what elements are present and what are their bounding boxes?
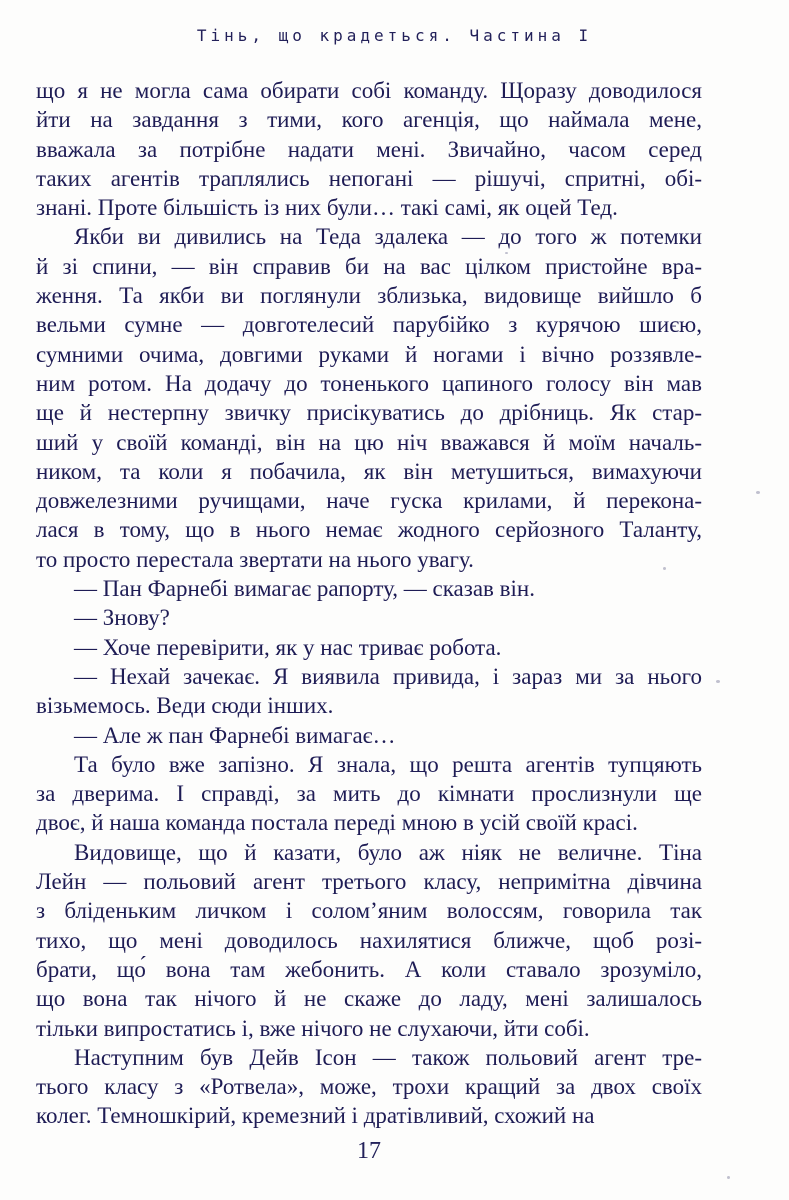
running-header: Тінь, що крадеться. Частина I [196,26,593,45]
text-line: ником, та коли я побачила, як він метушиться, вимахуючи [36,458,702,484]
text-line: вельми сумне — довготелесий парубійко з курячою шиєю, [36,312,702,338]
text-line: — Хоче перевірити, як у нас триває робота. [74,634,502,660]
text-line: лася в тому, що в нього немає жодного серйозного Таланту, [36,517,702,543]
paragraph [36,838,702,1043]
text-line: брати, що́ вона там жебонить. А коли ставало зрозуміло, [36,956,702,982]
text-line: за дверима. І справді, за мить до кімнати прослизнули ще [36,781,702,807]
scan-speck [727,1176,730,1179]
paragraph [36,750,702,838]
text-line: знані. Проте більшість із них були… такі самі, як оцей Тед. [36,195,618,221]
text-line: йти на завдання з тими, кого агенція, що наймала мене, [36,107,702,133]
text-line: й зі спини, — він справив би на вас цілком пристойне вра- [36,253,702,279]
text-line: — Пан Фарнебі вимагає рапорту, — сказав він. [74,576,535,602]
text-line: — Але ж пан Фарнебі вимагає… [74,722,396,748]
scan-speck [663,567,666,570]
text-line: двоє, й наша команда постала переді мною в усій своїй красі. [36,810,638,836]
paragraph [36,76,702,222]
text-line: Якби ви дивились на Теда здалека — до того ж потемки [74,224,702,250]
text-line: таких агентів траплялись непогані — рішучі, спритні, обі- [36,165,702,191]
text-line: що я не могла сама обирати собі команду. Щоразу доводилося [36,78,702,103]
text-line: Та було вже запізно. Я знала, що решта агентів тупцяють [74,751,702,777]
paragraph [36,633,702,662]
text-line: з бліденьким личком і солом’яним волоссям, говорила так [36,898,702,924]
text-line: ження. Та якби ви поглянули зблизька, видовище вийшло б [36,283,702,309]
page-number: 17 [357,1138,381,1164]
text-line: ший у своїй команді, він на цю ніч вважався й моїм началь- [36,429,702,455]
text-line: колег. Темношкірий, кремезний і дратівливий, схожий на [36,1103,595,1129]
text-line: вважала за потрібне надати мені. Звичайно, часом серед [36,136,702,162]
text-line: — Нехай зачекає. Я виявила привида, і зараз ми за нього [74,663,702,689]
scan-speck [505,252,508,254]
text-line: візьмемось. Веди сюди інших. [36,693,334,719]
text-line: Видовище, що й казати, було аж ніяк не величне. Тіна [74,839,702,865]
paragraph [36,603,702,632]
page-body [36,76,702,1131]
paragraph [36,574,702,603]
scan-speck [756,491,760,494]
paragraph [36,222,702,574]
text-line: Наступним був Дейв Ісон — також польовий агент тре- [74,1044,702,1070]
paragraph [36,662,702,721]
text-line: сумними очима, довгими руками й ногами і вічно роззявле- [36,341,702,367]
paragraph [36,721,702,750]
scan-speck [716,680,720,683]
text-line: Лейн — польовий агент третього класу, непримітна дівчина [36,869,702,895]
text-line: ще й нестерпну звичку присікуватись до дрібниць. Як стар- [36,400,702,426]
text-line: що вона так нічого й не скаже до ладу, мені залишалось [36,986,702,1012]
text-line: тихо, що мені доводилось нахилятися ближче, щоб розі- [36,927,702,953]
text-line: ним ротом. На додачу до тоненького цапиного голосу він мав [36,370,702,396]
text-line: — Знову? [74,605,170,631]
text-line: то просто перестала звертати на нього увагу. [36,546,474,572]
text-line: довжелезними ручищами, наче гуска крилами, й перекона- [36,488,702,514]
paragraph [36,1043,702,1131]
text-line: тільки випростатись і, вже нічого не слухаючи, йти собі. [36,1015,590,1041]
text-line: тього класу з «Ротвела», може, трохи кращий за двох своїх [36,1074,702,1100]
